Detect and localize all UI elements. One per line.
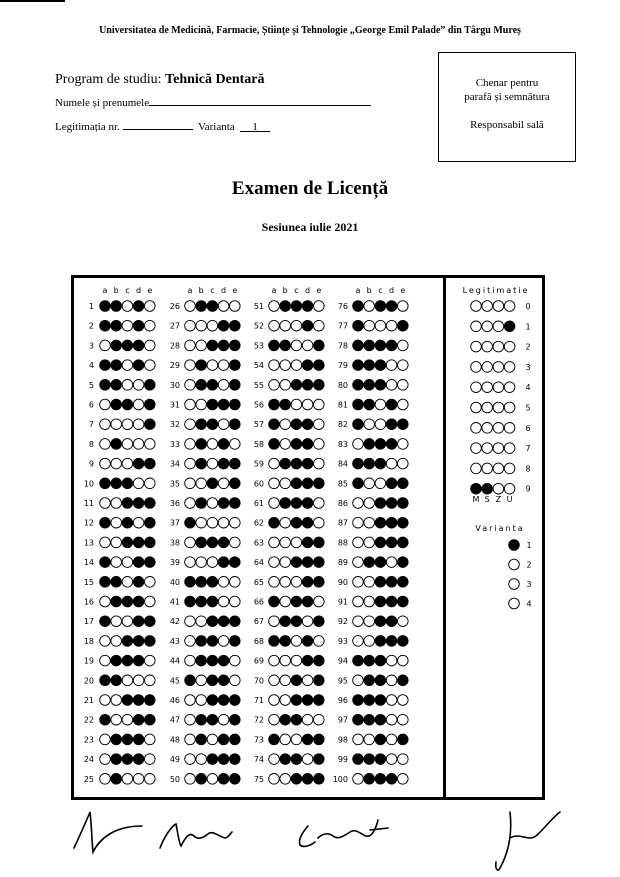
question-number: 29 [169, 361, 180, 371]
question-number: 79 [337, 361, 348, 371]
signature-2 [160, 824, 232, 848]
question-number: 77 [337, 321, 348, 331]
legitimatie-digit: 5 [525, 403, 531, 413]
option-letter-header: b [198, 286, 204, 295]
question-number: 85 [337, 479, 348, 489]
legitimatie-digit: 7 [525, 444, 531, 454]
legitimatie-column-letter: S [484, 495, 490, 504]
option-letter-header: e [147, 286, 153, 295]
question-number: 55 [253, 380, 264, 390]
question-number: 39 [169, 558, 180, 568]
question-number: 82 [337, 420, 348, 430]
question-number: 28 [169, 341, 180, 351]
question-number: 17 [83, 617, 94, 627]
question-number: 57 [253, 420, 264, 430]
question-number: 78 [337, 341, 348, 351]
legitimatie-digit: 1 [525, 322, 531, 332]
option-letter-header: b [282, 286, 288, 295]
option-letter-header: e [400, 286, 406, 295]
names-label: Numele și prenumele [55, 97, 150, 109]
university-header: Universitatea de Medicină, Farmacie, Științe și Tehnologie „George Emil Palade” din Târgu Mureș [99, 25, 521, 36]
question-number: 86 [337, 499, 348, 508]
question-number: 84 [337, 459, 348, 469]
varianta-option-label: 2 [526, 560, 532, 570]
question-number: 53 [253, 341, 264, 351]
question-number: 12 [83, 518, 94, 528]
exam-session: Sesiunea iulie 2021 [261, 220, 359, 234]
question-number: 33 [169, 439, 180, 449]
question-number: 88 [337, 538, 348, 548]
question-number: 56 [253, 400, 264, 410]
question-number: 72 [253, 715, 264, 725]
option-letter-header: c [210, 286, 215, 295]
question-number: 74 [253, 755, 264, 765]
question-number: 62 [253, 518, 264, 528]
varianta-option-label: 4 [526, 599, 532, 609]
question-number: 87 [337, 518, 348, 528]
question-number: 27 [169, 321, 180, 331]
option-letter-header: a [271, 286, 277, 295]
legitimatie-digit: 4 [525, 383, 531, 393]
varianta-option-label: 3 [526, 580, 532, 589]
question-number: 52 [253, 321, 264, 331]
question-number: 91 [337, 597, 348, 607]
option-letter-header: d [136, 286, 142, 295]
question-number: 70 [253, 676, 264, 686]
question-number: 16 [83, 597, 94, 607]
question-number: 50 [169, 774, 180, 784]
question-number: 41 [169, 597, 180, 607]
variant-field[interactable]: 1 [240, 121, 270, 132]
question-number: 20 [83, 676, 94, 686]
question-number: 48 [169, 735, 180, 745]
legitimatie-digit: 9 [525, 484, 531, 494]
question-number: 99 [337, 755, 348, 765]
variant-label: Varianta [198, 121, 235, 133]
question-number: 30 [169, 380, 180, 390]
question-number: 63 [253, 538, 264, 548]
question-number: 45 [169, 676, 180, 686]
question-number: 18 [83, 636, 94, 646]
question-number: 54 [253, 361, 264, 371]
legitimatie-column-letter: U [506, 495, 513, 504]
question-number: 14 [83, 558, 94, 568]
exam-title: Examen de Licență [231, 178, 389, 199]
option-letter-header: a [187, 286, 193, 295]
question-number: 19 [83, 656, 94, 666]
question-number: 92 [337, 617, 348, 627]
option-letter-header: b [113, 286, 119, 295]
question-number: 61 [253, 499, 264, 508]
option-letter-header: e [316, 286, 322, 295]
option-letter-header: c [378, 286, 383, 295]
question-number: 93 [337, 636, 348, 646]
signature-1 [74, 812, 142, 852]
question-number: 13 [83, 538, 94, 548]
question-number: 51 [253, 302, 264, 311]
question-number: 37 [169, 518, 180, 528]
question-number: 32 [169, 420, 180, 430]
question-number: 34 [169, 459, 180, 469]
question-number: 1 [88, 302, 94, 311]
program-label: Program de studiu: [55, 72, 162, 87]
question-number: 59 [253, 459, 264, 469]
question-number: 47 [169, 715, 180, 725]
signature-box-line3: Responsabil sală [470, 119, 544, 131]
question-number: 7 [88, 420, 94, 430]
question-number: 31 [169, 400, 180, 410]
question-number: 3 [88, 341, 94, 351]
question-number: 8 [88, 439, 94, 449]
option-letter-header: c [294, 286, 299, 295]
question-number: 60 [253, 479, 264, 489]
option-letter-header: a [355, 286, 361, 295]
legitimatie-digit: 0 [525, 302, 531, 311]
question-number: 69 [253, 656, 264, 666]
question-number: 98 [337, 735, 348, 745]
option-letter-header: d [305, 286, 311, 295]
legitimatie-digit: 8 [525, 464, 531, 474]
question-number: 9 [88, 459, 94, 469]
signature-3 [299, 820, 388, 846]
program-value: Tehnică Dentară [165, 72, 265, 87]
question-number: 10 [83, 479, 94, 489]
option-letter-header: b [366, 286, 372, 295]
question-number: 46 [169, 696, 180, 705]
question-number: 36 [169, 499, 180, 508]
signature-4 [496, 812, 560, 870]
legitimatie-digit: 2 [525, 342, 531, 352]
question-number: 35 [169, 479, 180, 489]
legitimatie-label: Legitimația nr. [55, 121, 120, 133]
question-number: 95 [337, 676, 348, 686]
question-number: 40 [169, 577, 180, 587]
option-letter-header: d [389, 286, 395, 295]
question-number: 65 [253, 577, 264, 587]
question-number: 76 [337, 302, 348, 311]
question-number: 49 [169, 755, 180, 765]
option-letter-header: d [221, 286, 227, 295]
question-number: 66 [253, 597, 264, 607]
question-number: 5 [88, 380, 94, 390]
question-number: 21 [83, 696, 94, 705]
question-number: 2 [88, 321, 94, 331]
signature-box-line2: parafă și semnătura [464, 91, 550, 103]
question-number: 44 [169, 656, 180, 666]
option-letter-header: c [125, 286, 130, 295]
question-number: 90 [337, 577, 348, 587]
question-number: 4 [88, 361, 94, 371]
question-number: 26 [169, 302, 180, 311]
question-number: 71 [253, 696, 264, 705]
question-number: 83 [337, 439, 348, 449]
legitimatie-column-letter: Z [495, 495, 502, 504]
question-number: 24 [83, 755, 94, 765]
question-number: 81 [337, 400, 348, 410]
question-number: 15 [83, 577, 94, 587]
question-number: 96 [337, 696, 348, 705]
legitimatie-digit: 3 [525, 362, 531, 372]
varianta-title: Varianta [475, 524, 525, 533]
question-number: 23 [83, 735, 94, 745]
question-number: 58 [253, 439, 264, 449]
question-number: 25 [83, 774, 94, 784]
question-number: 73 [253, 735, 264, 745]
question-number: 6 [88, 400, 94, 410]
question-number: 97 [337, 715, 348, 725]
question-number: 100 [332, 774, 348, 784]
question-number: 67 [253, 617, 264, 627]
question-number: 64 [253, 558, 264, 568]
legitimatie-title: Legitimatie [462, 286, 530, 295]
question-number: 42 [169, 617, 180, 627]
legitimatie-column-letter: M [472, 495, 480, 504]
question-number: 22 [83, 715, 94, 725]
question-number: 38 [169, 538, 180, 548]
legitimatie-digit: 6 [525, 423, 531, 433]
question-number: 68 [253, 636, 264, 646]
question-number: 89 [337, 558, 348, 568]
option-letter-header: e [232, 286, 238, 295]
varianta-option-label: 1 [526, 541, 532, 550]
question-number: 80 [337, 380, 348, 390]
question-number: 43 [169, 636, 180, 646]
question-number: 94 [337, 656, 348, 666]
signature-box-line1: Chenar pentru [475, 77, 539, 89]
option-letter-header: a [102, 286, 108, 295]
question-number: 75 [253, 774, 264, 784]
question-number: 11 [83, 499, 94, 508]
